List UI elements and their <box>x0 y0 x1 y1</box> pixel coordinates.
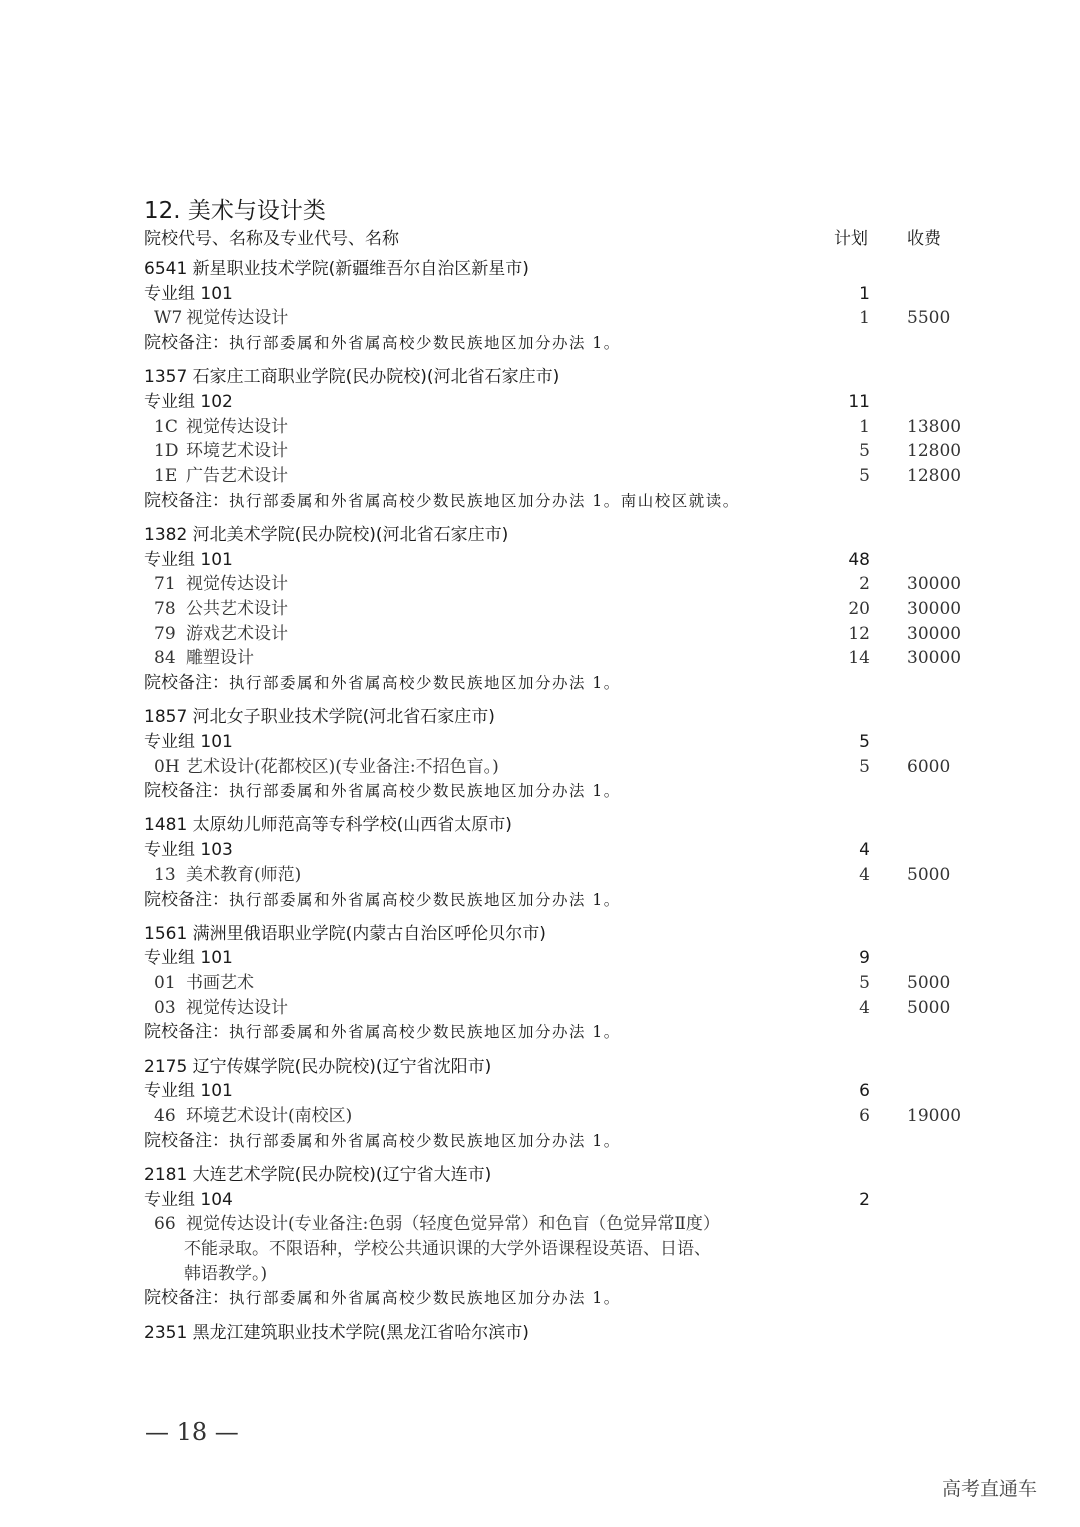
major-name: 视觉传达设计 <box>186 997 288 1018</box>
major-row <box>144 1104 964 1129</box>
major-code: 1D <box>154 441 179 462</box>
group-plan: 2 <box>859 1189 870 1210</box>
group-plan: 9 <box>859 948 870 969</box>
major-fee: 5000 <box>907 973 951 994</box>
group-plan: 48 <box>848 549 870 570</box>
school-block <box>144 705 964 804</box>
major-code: 84 <box>154 648 176 669</box>
major-fee: 12800 <box>907 466 962 486</box>
major-plan: 5 <box>859 756 870 777</box>
major-fee: 19000 <box>907 1106 962 1126</box>
header-name: 院校代号、名称及专业代号、名称 <box>144 229 399 249</box>
major-name: 视觉传达设计 <box>186 308 289 329</box>
major-code: 71 <box>154 574 176 595</box>
group-row <box>144 282 964 307</box>
major-plan: 14 <box>848 648 870 669</box>
major-code: 78 <box>154 598 176 619</box>
header-fee: 收费 <box>907 229 941 249</box>
group-plan: 5 <box>859 731 870 752</box>
school-title: 1561 满洲里俄语职业学院(内蒙古自治区呼伦贝尔市) <box>144 923 546 944</box>
school-remark <box>144 1129 964 1154</box>
group-label: 专业组 101 <box>144 1081 233 1102</box>
major-name: 美术教育(师范) <box>186 864 302 885</box>
major-name: 视觉传达设计 <box>186 416 288 437</box>
major-name: 公共艺术设计 <box>186 598 288 619</box>
remark-text: 执行部委属和外省属高校少数民族地区加分办法 1。 <box>229 1131 621 1150</box>
major-name: 雕塑设计 <box>186 648 254 669</box>
school-block <box>144 813 964 912</box>
group-label: 专业组 102 <box>144 391 233 412</box>
major-name-continued: 韩语教学。) <box>184 1263 268 1284</box>
remark-label: 院校备注： <box>144 333 229 354</box>
major-name: 艺术设计(花都校区)(专业备注:不招色盲。) <box>186 756 499 777</box>
group-row <box>144 1188 964 1213</box>
school-title: 1481 太原幼儿师范高等专科学校(山西省太原市) <box>144 815 512 836</box>
major-row <box>144 996 964 1021</box>
group-label: 专业组 101 <box>144 731 233 752</box>
major-row <box>144 1212 964 1237</box>
major-plan: 1 <box>859 416 870 437</box>
major-row <box>144 622 964 647</box>
school-remark <box>144 331 964 356</box>
major-plan: 6 <box>859 1106 870 1126</box>
school-title: 2175 辽宁传媒学院(民办院校)(辽宁省沈阳市) <box>144 1056 492 1077</box>
remark-label: 院校备注： <box>144 490 229 511</box>
major-code: 79 <box>154 623 176 644</box>
major-fee: 30000 <box>907 598 962 619</box>
major-fee: 30000 <box>907 623 962 644</box>
remark-text: 执行部委属和外省属高校少数民族地区加分办法 1。 <box>229 1023 621 1042</box>
watermark: 高考直通车 <box>942 1478 1038 1500</box>
school-remark <box>144 1020 964 1045</box>
school-remark <box>144 671 964 696</box>
remark-text: 执行部委属和外省属高校少数民族地区加分办法 1。 <box>229 890 621 909</box>
school-title: 1357 石家庄工商职业学院(民办院校)(河北省石家庄市) <box>144 367 560 388</box>
column-header <box>144 224 964 249</box>
major-name: 游戏艺术设计 <box>186 623 288 644</box>
major-plan: 5 <box>859 441 870 462</box>
school-block <box>144 365 964 513</box>
major-row <box>144 646 964 671</box>
school-block <box>144 523 964 696</box>
school-block <box>144 257 964 356</box>
major-row <box>144 572 964 597</box>
group-row <box>144 390 964 415</box>
major-code: W7 <box>154 308 183 329</box>
major-fee: 6000 <box>907 756 951 777</box>
major-code: 13 <box>154 864 176 885</box>
remark-text: 执行部委属和外省属高校少数民族地区加分办法 1。南山校区就读。 <box>229 491 740 510</box>
group-plan: 1 <box>859 283 870 304</box>
group-plan: 11 <box>848 391 870 412</box>
school-title: 6541 新星职业技术学院(新疆维吾尔自治区新星市) <box>144 259 529 279</box>
group-label: 专业组 104 <box>144 1189 233 1210</box>
major-row <box>144 597 964 622</box>
major-row <box>144 415 964 440</box>
remark-label: 院校备注： <box>144 1022 229 1043</box>
group-row <box>144 730 964 755</box>
remark-label: 院校备注： <box>144 1130 229 1151</box>
major-name: 书画艺术 <box>186 973 254 994</box>
major-fee: 12800 <box>907 441 962 462</box>
major-fee: 5500 <box>907 308 951 329</box>
major-name-continued: 不能录取。不限语种，学校公共通识课的大学外语课程设英语、日语、 <box>184 1238 711 1259</box>
major-fee: 5000 <box>907 997 951 1018</box>
school-title: 1857 河北女子职业技术学院(河北省石家庄市) <box>144 707 495 728</box>
school-title: 2181 大连艺术学院(民办院校)(辽宁省大连市) <box>144 1164 492 1185</box>
group-row <box>144 1079 964 1104</box>
school-block <box>144 1055 964 1154</box>
remark-label: 院校备注： <box>144 1288 229 1309</box>
school-block <box>144 1321 964 1346</box>
major-code: 1E <box>154 466 178 486</box>
remark-label: 院校备注： <box>144 889 229 910</box>
school-remark <box>144 489 964 514</box>
school-block <box>144 1163 964 1311</box>
major-plan: 1 <box>859 308 870 329</box>
major-row <box>144 464 964 489</box>
group-label: 专业组 101 <box>144 549 233 570</box>
major-plan: 12 <box>848 623 870 644</box>
school-list <box>144 257 964 1355</box>
remark-label: 院校备注： <box>144 781 229 802</box>
group-row <box>144 838 964 863</box>
major-name: 广告艺术设计 <box>186 466 288 486</box>
group-label: 专业组 103 <box>144 840 233 861</box>
major-fee: 30000 <box>907 574 962 595</box>
major-code: 03 <box>154 997 176 1018</box>
group-label: 专业组 101 <box>144 283 233 304</box>
major-plan: 4 <box>859 997 870 1018</box>
group-row <box>144 946 964 971</box>
remark-text: 执行部委属和外省属高校少数民族地区加分办法 1。 <box>229 1289 621 1308</box>
major-row <box>144 971 964 996</box>
school-title: 2351 黑龙江建筑职业技术学院(黑龙江省哈尔滨市) <box>144 1322 529 1343</box>
major-code: 66 <box>154 1214 176 1235</box>
school-remark <box>144 779 964 804</box>
remark-text: 执行部委属和外省属高校少数民族地区加分办法 1。 <box>229 674 621 692</box>
school-remark <box>144 1286 964 1311</box>
major-code: 01 <box>154 973 176 994</box>
major-name: 视觉传达设计(专业备注:色弱（轻度色觉异常）和色盲（色觉异常Ⅱ度） <box>186 1214 720 1235</box>
header-plan: 计划 <box>834 229 868 249</box>
major-plan: 5 <box>859 973 870 994</box>
school-title: 1382 河北美术学院(民办院校)(河北省石家庄市) <box>144 524 509 545</box>
major-row <box>144 863 964 888</box>
major-code: 0H <box>154 756 180 777</box>
group-plan: 6 <box>859 1081 870 1102</box>
school-block <box>144 922 964 1045</box>
group-plan: 4 <box>859 840 870 861</box>
major-row <box>144 439 964 464</box>
school-remark <box>144 888 964 913</box>
major-name: 环境艺术设计 <box>186 441 288 462</box>
major-fee: 5000 <box>907 864 951 885</box>
major-name: 视觉传达设计 <box>186 574 288 595</box>
remark-label: 院校备注： <box>144 673 229 693</box>
remark-text: 执行部委属和外省属高校少数民族地区加分办法 1。 <box>229 334 621 353</box>
major-fee: 13800 <box>907 416 962 437</box>
major-row <box>144 306 964 331</box>
major-plan: 5 <box>859 466 870 486</box>
remark-text: 执行部委属和外省属高校少数民族地区加分办法 1。 <box>229 782 621 801</box>
major-plan: 2 <box>859 574 870 595</box>
group-label: 专业组 101 <box>144 948 233 969</box>
group-row <box>144 548 964 573</box>
major-plan: 20 <box>848 598 870 619</box>
major-plan: 4 <box>859 864 870 885</box>
major-code: 46 <box>154 1106 176 1126</box>
major-code: 1C <box>154 416 178 437</box>
section-title: 12. 美术与设计类 <box>144 198 326 224</box>
page-number: — 18 — <box>145 1418 239 1446</box>
major-fee: 30000 <box>907 648 962 669</box>
major-name: 环境艺术设计(南校区) <box>186 1106 353 1126</box>
major-row <box>144 755 964 780</box>
